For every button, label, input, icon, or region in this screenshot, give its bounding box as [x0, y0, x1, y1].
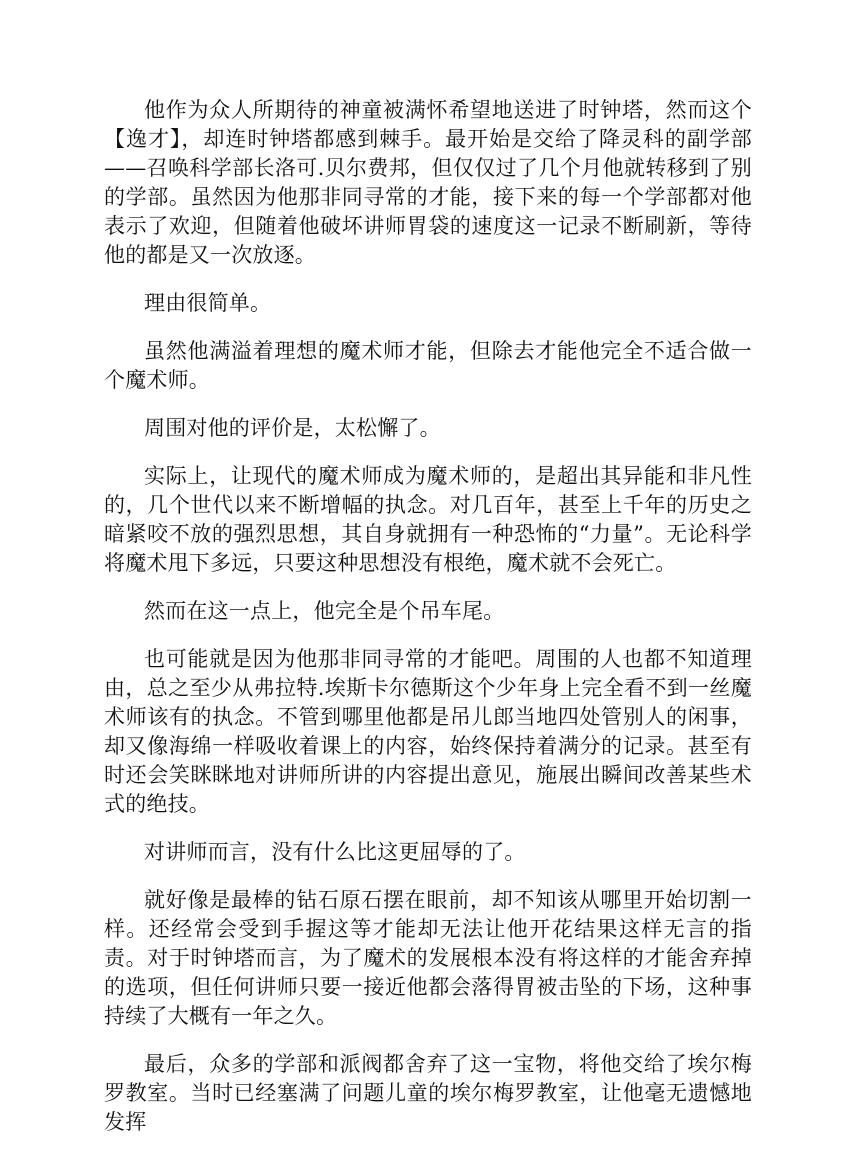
paragraph: 也可能就是因为他那非同寻常的才能吧。周围的人也都不知道理由，总之至少从弗拉特.埃斯卡尔德斯这个少年身上完全看不到一丝魔术师该有的执念。不管到哪里他都是吊儿郎当地四处管别人的闲事，却又像海绵一样吸收着课上的内容，始终保持着满分的记录。甚至有时还会笑眯眯地对讲师所讲的内容提出意见，施展出瞬间改善某些术式的绝技。 — [104, 647, 752, 816]
document-body — [104, 96, 752, 1156]
paragraph: 实际上，让现代的魔术师成为魔术师的，是超出其异能和非凡性的，几个世代以来不断增幅的执念。对几百年，甚至上千年的历史之暗紧咬不放的强烈思想，其自身就拥有一种恐怖的“力量”。无论科学将魔术甩下多远，只要这种思想没有根绝，魔术就不会死亡。 — [104, 464, 752, 575]
paragraph: 对讲师而言，没有什么比这更屈辱的了。 — [144, 840, 526, 864]
paragraph: 虽然他满溢着理想的魔术师才能，但除去才能他完全不适合做一个魔术师。 — [104, 339, 752, 392]
paragraph: 他作为众人所期待的神童被满怀希望地送进了时钟塔，然而这个【逸才】，却连时钟塔都感到棘手。最开始是交给了降灵科的副学部——召唤科学部长洛可.贝尔费邦，但仅仅过了几个月他就转移到了别的学部。虽然因为他那非同寻常的才能，接下来的每一个学部都对他表示了欢迎，但随着他破坏讲师胃袋的速度这一记录不断刷新，等待他的都是又一次放逐。 — [104, 98, 752, 267]
paragraph: 周围对他的评价是，太松懈了。 — [144, 416, 441, 440]
paragraph: 就好像是最棒的钻石原石摆在眼前，却不知该从哪里开始切割一样。还经常会受到手握这等才能却无法让他开花结果这样无言的指责。对于时钟塔而言，为了魔术的发展根本没有将这样的才能舍弃掉的选项，但任何讲师只要一接近他都会落得胃被击坠的下场，这种事持续了大概有一年之久。 — [104, 888, 752, 1028]
paragraph: 然而在这一点上，他完全是个吊车尾。 — [144, 599, 505, 623]
paragraph: 最后，众多的学部和派阀都舍弃了这一宝物，将他交给了埃尔梅罗教室。当时已经塞满了问题儿童的埃尔梅罗教室，让他毫无遗憾地发挥 — [104, 1052, 752, 1134]
paragraph: 理由很简单。 — [144, 291, 272, 315]
